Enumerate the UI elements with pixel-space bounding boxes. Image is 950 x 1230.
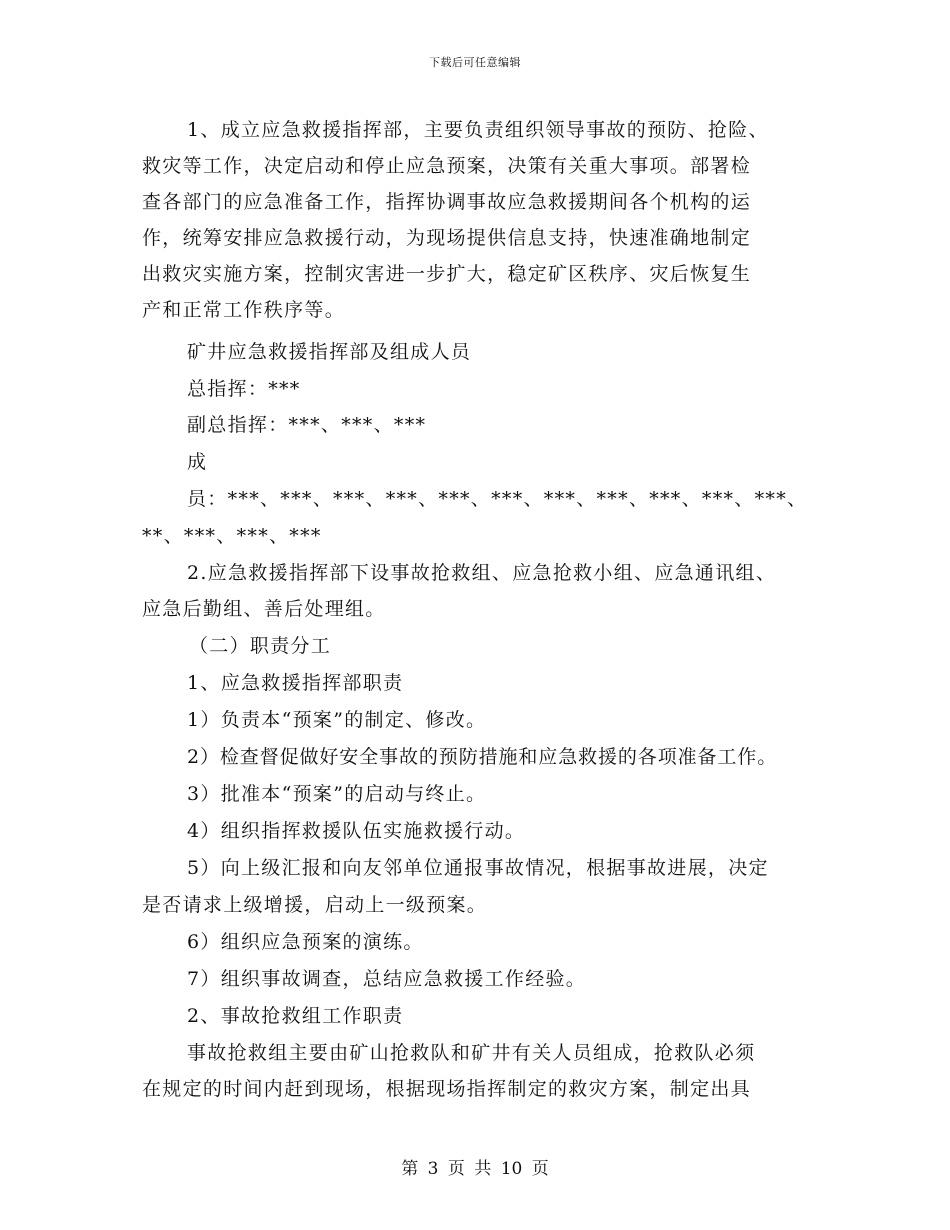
text-line: 产和正常工作秩序等。 [142, 299, 346, 321]
text-line: 员：***、***、***、***、***、***、***、***、***、***、***、 [187, 488, 808, 510]
text-line: 事故抢救组主要由矿山抢救队和矿井有关人员组成，抢救队必须 [187, 1042, 756, 1064]
text-line: 1、应急救援指挥部职责 [187, 672, 404, 694]
text-line: 是否请求上级增援，启动上一级预案。 [142, 894, 488, 916]
text-line: 副总指挥：***、***、*** [187, 414, 427, 436]
text-line: 1）负责本“预案”的制定、修改。 [187, 709, 487, 731]
text-line: **、***、***、*** [142, 525, 322, 547]
text-line: 出救灾实施方案，控制灾害进一步扩大，稳定矿区秩序、灾后恢复生 [142, 263, 752, 285]
page-header: 下载后可任意编辑 [429, 56, 521, 69]
text-line: 成 [187, 451, 208, 473]
section-heading: （二）职责分工 [189, 635, 332, 657]
text-line: 2、事故抢救组工作职责 [187, 1005, 404, 1027]
text-line: 应急后勤组、善后处理组。 [142, 598, 386, 620]
text-line: 4）组织指挥救援队伍实施救援行动。 [187, 820, 526, 842]
text-line: 矿井应急救援指挥部及组成人员 [187, 341, 472, 363]
text-line: 救灾等工作，决定启动和停止应急预案，决策有关重大事项。部署检 [142, 155, 752, 177]
page-number: 第 3 页 共 10 页 [401, 1159, 549, 1179]
text-line: 在规定的时间内赶到现场，根据现场指挥制定的救灾方案，制定出具 [142, 1078, 752, 1100]
text-line: 7）组织事故调查，总结应急救援工作经验。 [187, 968, 587, 990]
text-line: 总指挥：*** [187, 378, 301, 400]
text-line: 6）组织应急预案的演练。 [187, 931, 424, 953]
text-line: 1、成立应急救援指挥部，主要负责组织领导事故的预防、抢险、 [187, 119, 769, 141]
text-line: 查各部门的应急准备工作，指挥协调事故应急救援期间各个机构的运 [142, 191, 752, 213]
text-line: 作，统筹安排应急救援行动，为现场提供信息支持，快速准确地制定 [142, 227, 752, 249]
text-line: 2.应急救援指挥部下设事故抢救组、应急抢救小组、应急通讯组、 [187, 562, 777, 584]
text-line: 2）检查督促做好安全事故的预防措施和应急救援的各项准备工作。 [187, 746, 778, 768]
text-line: 3）批准本“预案”的启动与终止。 [187, 783, 487, 805]
text-line: 5）向上级汇报和向友邻单位通报事故情况，根据事故进展，决定 [187, 857, 769, 879]
